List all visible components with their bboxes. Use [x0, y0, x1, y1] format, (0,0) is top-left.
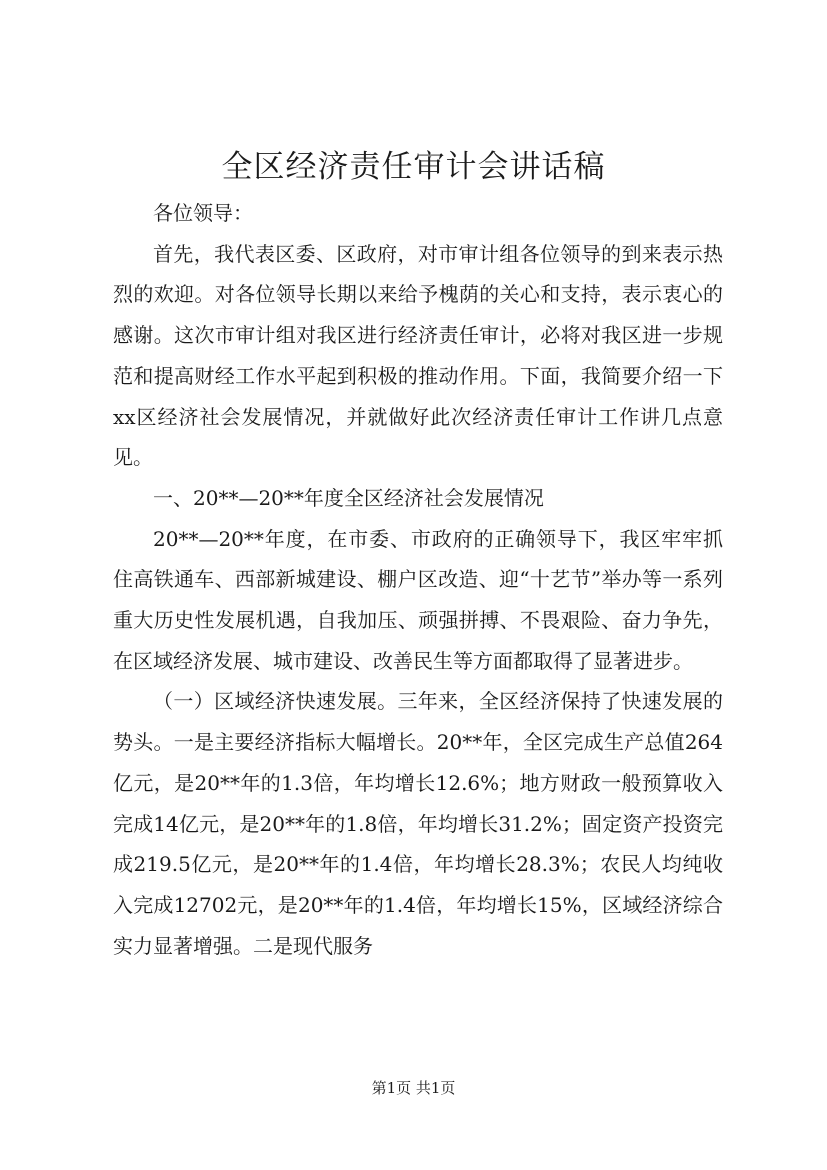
- document-title: 全区经济责任审计会讲话稿: [221, 149, 606, 185]
- overview-paragraph: 20**—20**年度，在市委、市政府的正确领导下，我区牢牢抓住高铁通车、西部新城建设、棚户区改造、迎“十艺节”举办等一系列重大历史性发展机遇，自我加压、顽强拼搏、不畏艰险、奋力争先，在区域经济发展、城市建设、改善民生等方面都取得了显著进步。: [113, 526, 723, 673]
- salutation-paragraph: 各位领导：: [153, 201, 253, 225]
- economy-paragraph: （一）区域经济快速发展。三年来，全区经济保持了快速发展的势头。一是主要经济指标大幅增长。20**年，全区完成生产总值264亿元，是20**年的1.3倍，年均增长12.6%；地方财政一般预算收入完成14亿元，是20**年的1.8倍，年均增长31.2%；固定资产投资完成219.5亿元，是20**年的1.4倍，年均增长28.3%；农民人均纯收入完成12702元，是20**年的1.4倍，年均增长15%，区域经济综合实力显著增强。二是现代服务: [113, 689, 723, 958]
- document-body: [113, 193, 723, 966]
- opening-paragraph: 首先，我代表区委、区政府，对市审计组各位领导的到来表示热烈的欢迎。对各位领导长期以来给予槐荫的关心和支持，表示衷心的感谢。这次市审计组对我区进行经济责任审计，必将对我区进一步规范和提高财经工作水平起到积极的推动作用。下面，我简要介绍一下xx区经济社会发展情况，并就做好此次经济责任审计工作讲几点意见。: [113, 241, 723, 470]
- section-heading: 一、20**—20**年度全区经济社会发展情况: [153, 485, 544, 510]
- page-footer: 第1页 共1页: [371, 1079, 456, 1097]
